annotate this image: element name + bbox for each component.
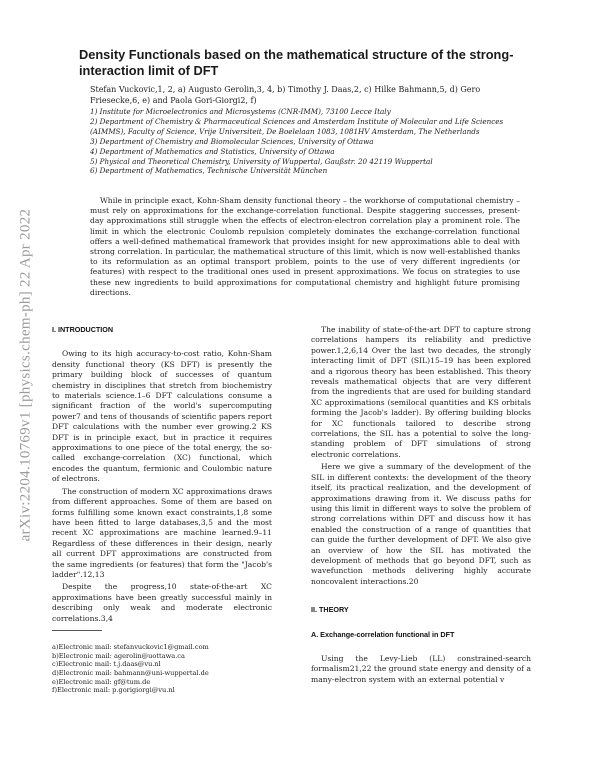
left-column <box>52 325 272 695</box>
footnote-divider <box>52 630 102 631</box>
affiliations <box>90 107 520 176</box>
body-paragraph: Using the Levy-Lieb (LL) constrained-search formalism21,22 the ground state energy and density of a many-electron system with an external potential v <box>311 653 531 684</box>
section-heading-theory: II. THEORY <box>311 605 349 615</box>
affiliation: 2) Department of Chemistry & Pharmaceutical Sciences and Amsterdam Institute of Molecular and Life Sciences (AIMMS), Faculty of Science, Vrije Universiteit, De Boelelaan 1083, 1081HV Amsterdam, The Netherlands <box>90 116 504 136</box>
affiliation: 6) Department of Mathematics, Technische Universität München <box>90 166 328 176</box>
body-paragraph: Here we give a summary of the development of the SIL in different contexts: the development of the theory itself, its practical realization, and the development of approximations drawing from it. We discuss paths for using this limit in different ways to solve the problem of strong correlations within DFT and discuss how it has enabled the construction of a range of quantities that can guide the further development of DFT. We also give an overview of how the SIL has motivated the development of methods that go beyond DFT, such as wavefunction methods delivering highly accurate noncovalent interactions.20 <box>311 462 531 586</box>
paper-title: Density Functionals based on the mathematical structure of the strong-interaction limit of DFT <box>79 47 514 78</box>
author-list: Stefan Vuckovic,1, 2, a) Augusto Gerolin,3, 4, b) Timothy J. Daas,2, c) Hilke Bahmann,5, d) Gero Friesecke,6, e) and Paola Gori-Giorgi2, f) <box>90 85 481 105</box>
affiliation: 1) Institute for Microelectronics and Microsystems (CNR-IMM), 73100 Lecce Italy <box>90 107 391 116</box>
affiliation: 3) Department of Chemistry and Biomolecular Sciences, University of Ottawa <box>90 136 374 146</box>
body-paragraph: Despite the progress,10 state-of-the-art XC approximations have been greatly successful mainly in describing only weak and moderate electronic correlations.3,4 <box>52 582 272 623</box>
body-paragraph: The inability of state-of-the-art DFT to capture strong correlations hampers its reliability and predictive power.1,2,6,14 Over the last two decades, the strongly interacting limit of DFT (SIL)15–19 has been explored and a rigorous theory has been established. This theory reveals mathematical objects that are very different from the ingredients that are used for building standard XC approximations (semilocal quantities and KS orbitals forming the Jacob's ladder). By offering building blocks for XC functionals tailored to describe strong correlations, the SIL has a potential to solve the long-standing problem of DFT simulations of strong electronic correlations. <box>311 325 531 459</box>
body-paragraph: The construction of modern XC approximations draws from different approaches. Some of them are based on forms fulfilling some known exact constraints,1,8 some have been fitted to large databases,3,5 and the most recent XC approximations are machine learned.9–11 Regardless of these differences in their design, nearly all current DFT approximations are constructed from the same ingredients (or features) that form the "Jacob's ladder".12,13 <box>52 486 272 579</box>
footnote: c)Electronic mail: t.j.daas@vu.nl <box>52 660 161 669</box>
footnote: d)Electronic mail: bahmann@uni-wuppertal.de <box>52 669 209 678</box>
abstract: While in principle exact, Kohn-Sham density functional theory – the workhorse of computational chemistry – must rely on approximations for the exchange-correlation functional. Despite staggering successes, present-day approximations still struggle when the effects of electron-electron correlation play a prominent role. The limit in which the electronic Coulomb repulsion completely dominates the exchange-correlation functional offers a well-defined mathematical framework that provides insight for new approximations able to deal with strong correlation. In particular, the mathematical structure of this limit, which is now well-established thanks to its reformulation as an optimal transport problem, points to the use of very different ingredients (or features) with respect to the traditional ones used in present approximations. We focus on strategies to use these new ingredients to build approximations for computational chemistry and highlight future promising directions. <box>90 196 520 297</box>
footnote: b)Electronic mail: agerolin@uottawa.ca <box>52 651 185 660</box>
footnote: e)Electronic mail: gf@tum.de <box>52 677 151 686</box>
arxiv-sidebar <box>14 150 38 600</box>
arxiv-identifier: arXiv:2204.10769v1 [physics.chem-ph] 22 Apr 2022 <box>17 208 34 542</box>
body-paragraph: Owing to its high accuracy-to-cost ratio, Kohn-Sham density functional theory (KS DFT) is presently the primary building block of successes of quantum chemistry in disciplines that stretch from biochemistry to materials science.1–6 DFT calculations consume a significant fraction of the world's supercomputing power7 and tens of thousands of scientific papers report DFT calculations with the number ever growing.2 KS DFT is in principle exact, but in practice it requires approximations to one piece of the total energy, the so-called exchange-correlation (XC) functional, which encodes the quantum, fermionic and Coulombic nature of electrons. <box>52 349 272 484</box>
footnotes <box>52 643 272 695</box>
affiliation: 5) Physical and Theoretical Chemistry, University of Wuppertal, Gaußstr. 20 42119 Wuppertal <box>90 156 433 166</box>
footnote: a)Electronic mail: stefanvuckovic1@gmail.com <box>52 642 209 651</box>
footnote: f)Electronic mail: p.gorigiorgi@vu.nl <box>52 686 175 695</box>
affiliation: 4) Department of Mathematics and Statistics, University of Ottawa <box>90 146 335 156</box>
right-column <box>311 325 531 687</box>
subsection-heading: A. Exchange-correlation functional in DFT <box>311 629 455 639</box>
section-heading-introduction: I. INTRODUCTION <box>52 325 114 334</box>
